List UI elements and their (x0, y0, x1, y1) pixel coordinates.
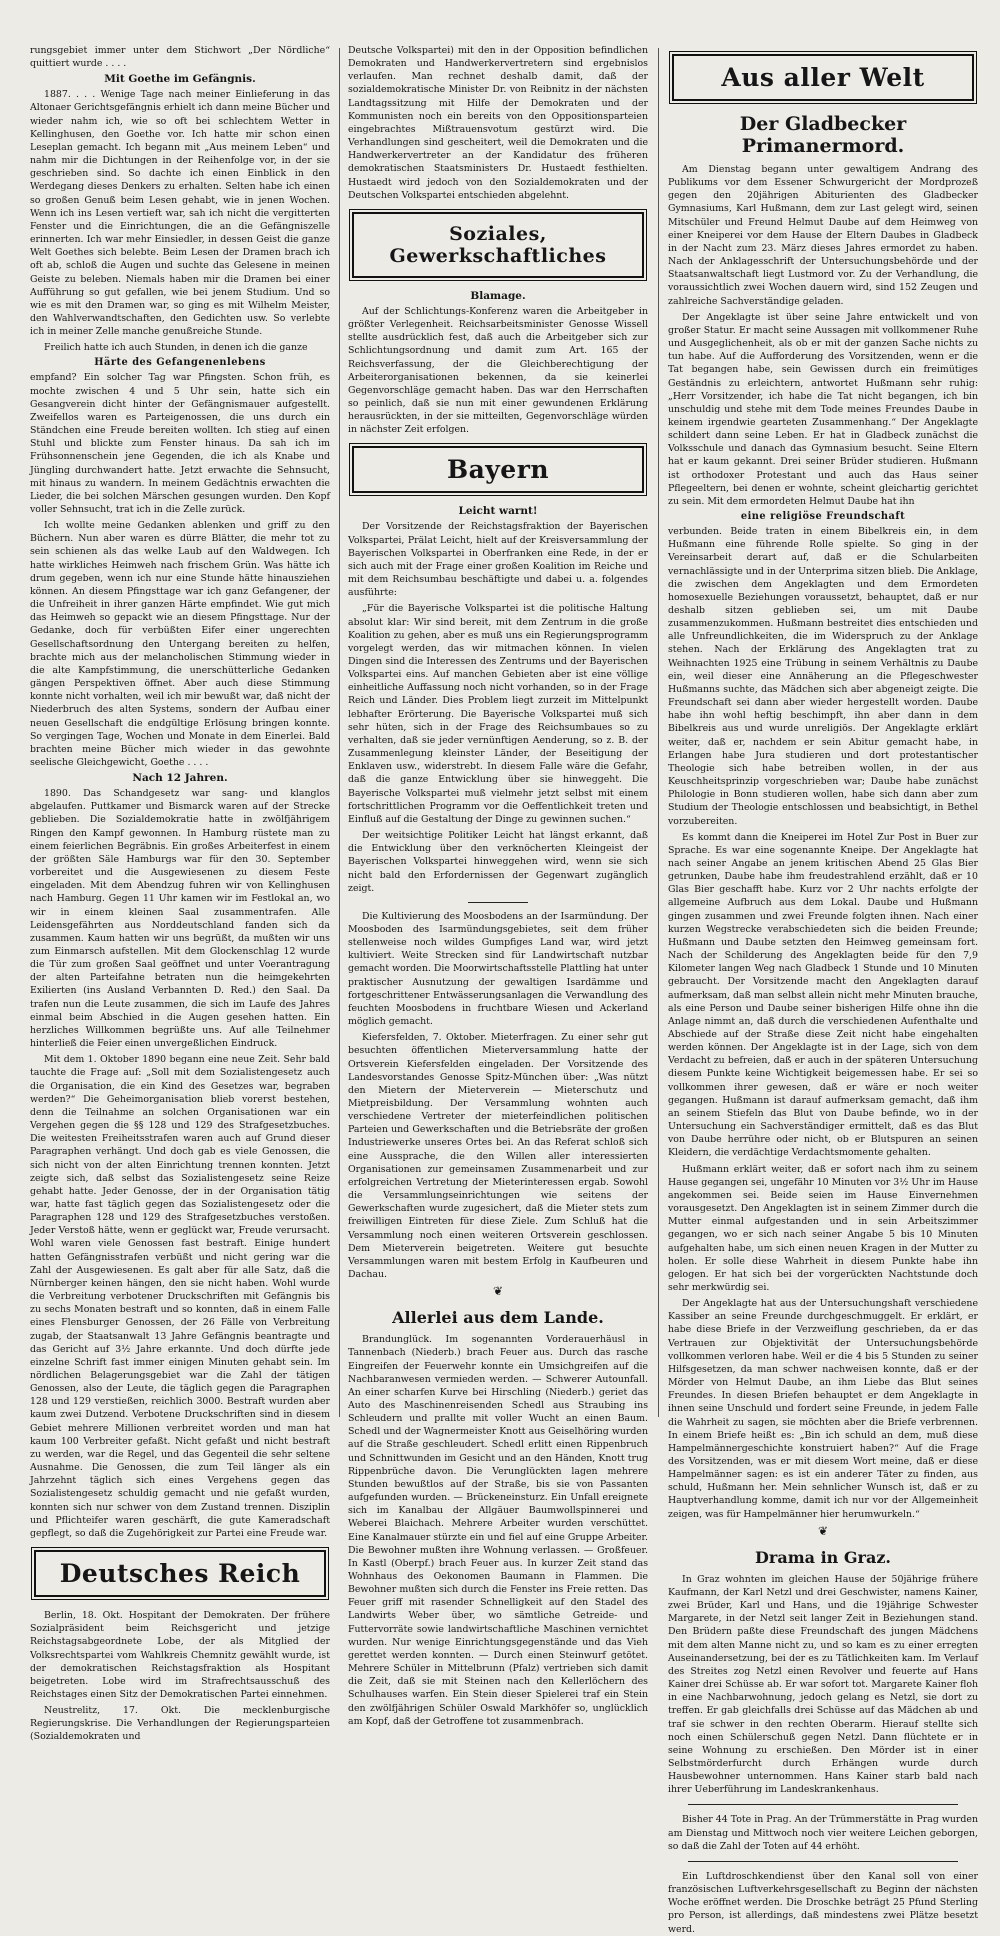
paragraph: Der Vorsitzende der Reichstagsfraktion der Bayerischen Volkspartei, Prälat Leicht, hielt auf der Kreisversammlung der Bayerischen Volkspartei in Oberfranken eine Rede, in der er sich auch mit der Frage einer großen Koalition im Reiche und mit dem Reichsumbau beschäftigte und dabei u. a. folgendes ausführte: (348, 521, 648, 599)
section-heading: Mit Goethe im Gefängnis. (104, 73, 256, 86)
section-box-heading: Deutsches Reich (34, 1550, 326, 1597)
paragraph: Brandunglück. Im sogenannten Vorderauerhäusl in Tannenbach (Niederb.) brach Feuer aus. Durch das rasche Eingreifen der Feuerwehr konnte ein Umsichgreifen auf die Nachbaranwesen vermieden werden. — Schwerer Autounfall. An einer scharfen Kurve bei Hirschling (Niederb.) geriet das Auto des Maschinenreisenden Schedl aus Straubing ins Schleudern und prallte mit voller Wucht an einen Baum. Schedl und der Wagnermeister Knott aus Geiselhöring wurden auf die Straße geschleudert. Schedl erlitt einen Rippenbruch und Schnittwunden im Gesicht und an den Händen, Knott trug Rippenbrüche davon. Die Verunglückten lagen mehrere Stunden bewußtlos auf der Straße, bis sie von Passanten aufgefunden wurden. — Brückeneinsturz. Ein Unfall ereignete sich im Kanalbau der Allgäuer Baumwollspinnerei und Weberei Blaichach. Mehrere Arbeiter wurden verschüttet. Eine Kanalmauer stürzte ein und fiel auf eine Gruppe Arbeiter. Die Bewohner mußten ihre Wohnung verlassen. — Großfeuer. In Kastl (Oberpf.) brach Feuer aus. In kurzer Zeit stand das Wohnhaus des Oekonomen Baumann in Flammen. Die Bewohner mußten sich durch die Fenster ins Freie retten. Das Feuer griff mit rasender Schnelligkeit auf den Stadel des Landwirts Weber über, wo sämtliche Getreide- und Futtervorräte sowie landwirtschaftliche Maschinen vernichtet wurden. Nur wenige Einrichtungsgegenstände und das Vieh gerettet werden konnten. — Durch einen Steinwurf getötet. Mehrere Schüler in Mittelbrunn (Pfalz) vertrieben sich damit die Zeit, daß sie mit Steinen nach den Kellerlöchern des Schulhauses warfen. Ein Stein dieser Spielerei traf ein Stein den zwölfjährigen Schüler Oswald Markhöfer so, unglücklich am Kopf, daß der Getroffene tot zusammenbrach. (348, 1334, 648, 1727)
column-rule (339, 48, 340, 1417)
section-box-heading: Soziales, Gewerkschaftliches (352, 212, 644, 278)
paragraph: 1890. Das Schandgesetz war sang- und klanglos abgelaufen. Puttkamer und Bismarck waren auf der Strecke geblieben. Die Sozialdemokratie hatte in zwölfjährigem Ringen den Kampf gewonnen. In Hamburg rüstete man zu einem feierlichen Begräbnis. Ein großes Arbeiterfest in einem der größten Säle Hamburgs war für den 30. September vorbereitet und die Ausgewiesenen zu diesem Feste eingeladen. Mit dem Abendzug fuhren wir von Kellinghusen nach Hamburg. Gegen 11 Uhr kamen wir im Festlokal an, wo wir in einem kleinen Saal zusammentrafen. Alle Leidensgefährten aus Norddeutschland fanden sich da zusammen. Kaum hatten wir uns begrüßt, da mußten wir uns zum Einmarsch aufstellen. Mit dem Glockenschlag 12 wurde die Tür zum großen Saal geöffnet und unter Voerantragung der alten Parteifahne betraten nun die heimgekehrten Exilierten (ins Ausland Verbannten D. Red.) den Saal. Da trafen nun die Leute zusammen, die sich im Laufe des Jahres einmal beim Abschied in die Augen gesehen hatten. Ein herzliches Willkommen begrüßte uns. Auf alle Teilnehmer hinterließ die Feier einen unvergeßlichen Eindruck. (30, 788, 330, 1050)
paragraph: Kiefersfelden, 7. Oktober. Mieterfragen. Zu einer sehr gut besuchten öffentlichen Mieterversammlung hatte der Ortsverein Kiefersfelden eingeladen. Der Vorsitzende des Landesvorstandes Genosse Spitz-München über: „Was nützt den Mietern der Mieterverein — Mieterschutz und Mietpreisbildung. Der Versammlung wohnten auch verschiedene Vertreter der mieterfeindlichen politischen Parteien und Gewerkschaften und die Betriebsräte der großen Industriewerke unseres Ortes bei. An das Referat schloß sich eine Aussprache, die den Willen aller interessierten Organisationen zur gemeinsamen Zusammenarbeit und zur erfolgreichen Vertretung der Mieterinteressen ergab. Sowohl die Versammlungseinrichtungen wie seitens der Gewerkschaften wurde zugesichert, daß die Mieter stets zum freiwilligen Eintreten für diese Ziele. Zum Schluß hat die Versammlung noch einen weiteren Ortsverein geschlossen. Dem Mieterverein beigetreten. Weitere gut besuchte Versammlungen waren mit bestem Erfolg in Kaufbeuren und Dachau. (348, 1032, 648, 1281)
section-box-heading: Aus aller Welt (672, 54, 974, 101)
paragraph: Ein Luftdroschkendienst über den Kanal soll von einer französischen Luftverkehrsgesellschaft zu Beginn der nächsten Woche eröffnet werden. Die Droschke beträgt 25 Pfund Sterling pro Person, ist allerdings, daß mindestens zwei Plätze besetzt werd. (668, 1870, 978, 1935)
section-heading: Der Gladbecker Primanermord. (739, 113, 907, 157)
paragraph: Berlin, 18. Okt. Hospitant der Demokraten. Der frühere Sozialpräsident beim Reichsgericht und jetzige Reichstagsabgeordnete Lobe, der als Mitglied der Volksrechtspartei vom Wahlkreis Chemnitz gewählt wurde, ist der demokratischen Reichstagsfraktion als Hospitant beigetreten. Lobe wird im Strafrechtsausschuß des Reichstages einen Sitz der Demokratischen Partei einnehmen. (30, 1610, 330, 1700)
paragraph: 1887. . . . Wenige Tage nach meiner Einlieferung in das Altonaer Gerichtsgefängnis erhielt ich dann meine Bücher und wieder nahm ich, wie so oft bei schlechtem Wetter in Kellinghusen, den Goethe vor. Ich hatte mir schon einen Leseplan gemacht. Ich begann mit „Aus meinem Leben“ und nahm mir die Dichtungen in der Reihenfolge vor, in der sie geschrieben sind. So dachte ich einen Einblick in den Werdegang dieses Denkers zu erhalten. Selten habe ich einen so großen Genuß beim Lesen gehabt, wie in jenen Wochen. Wenn ich ins Lesen vertieft war, sah ich nicht die vergitterten Fenster und die Einrichtungen, die an die Gefängniszelle erinnerten. Ich war mehr Einsiedler, in dessen Geist die ganze Welt Goethes sich belebte. Beim Lesen der Dramen brach ich oft ab, schloß die Augen und suchte das Gelesene in meinen Geiste zu beleben. Niemals haben mir die Dramen bei einer Aufführung so gut gefallen, wie bei jenem Studium. Und so wie es mit den Dramen war, so ging es mit Wilhelm Meister, den Wahlverwandtschaften, den Gedichten usw. So verlebte ich in meiner Zelle manche genußreiche Stunde. (30, 89, 330, 338)
ornament-icon: ❦ (817, 1523, 829, 1538)
section-heading: Drama in Graz. (755, 1547, 891, 1567)
paragraph: Hußmann erklärt weiter, daß er sofort nach ihm zu seinem Hause gegangen sei, ungefähr 10 Minuten vor 3½ Uhr im Hause angekommen sei. Beide seien im Hause Einvernehmen vorausgesetzt. Den Angeklagten ist in seinem Zimmer durch die Mutter einmal aufgestanden und in sein Arbeitszimmer gegangen, wo er sich nach seiner Angabe 5 bis 10 Minuten aufgehalten habe, um sich einen neuen Kragen in der Mutter zu holen. Er solle diese Wahrheit in diesem Punkte habe ihn gelogen. Er hat sich bei der vorgerückten Nachtstunde doch sehr merkwürdig sei. (668, 1163, 978, 1293)
paragraph: Der weitsichtige Politiker Leicht hat längst erkannt, daß die Entwicklung über den verknöcherten Kleingeist der Bayerischen Volkspartei hinweggehen wird, wenn sie sich nicht bald den Erfordernissen der Gegenwart zugänglich zeigt. (348, 830, 648, 894)
paragraph: empfand? Ein solcher Tag war Pfingsten. Schon früh, es mochte zwischen 4 und 5 Uhr sein, hatte sich ein Gesangverein dicht hinter der Gefängnismauer aufgestellt. Zweifellos waren es Parteigenossen, die uns durch ein Ständchen eine Freude bereiten wollten. Ich stieg auf einen Stuhl und blickte zum Fenster hinaus. Da sah ich im Frühsonnenschein jene Gegenden, die ich als Knabe und Jüngling durchwandert hatte. Jetzt erwachte die Sehnsucht, mit hinaus zu wandern. In meinem Gedächtnis erwachten die Lieder, die bei solchen Märschen gesungen wurden. Den Kopf voller Sehnsucht, trat ich in die Zelle zurück. (30, 372, 330, 515)
paragraph: Mit dem 1. Oktober 1890 begann eine neue Zeit. Sehr bald tauchte die Frage auf: „Soll mit dem Sozialistengesetz auch die Organisation, die ein Kind des Gesetzes war, begraben werden?“ Die Geheimorganisation blieb vorerst bestehen, denn die Teilnahme an solchen Organisationen war ein Vergehen gegen die §§ 128 und 129 des Strafgesetzbuches. Die weitesten Freiheitsstrafen waren auch auf Grund dieser Paragraphen verhängt. Und doch gab es viele Genossen, die sich nicht von der alten Einrichtung trennen konnten. Jetzt zeigte sich, daß selbst das Sozialistengesetz seine Reize gehabt hatte. Jeder Genosse, der in der Organisation tätig war, hatte fast täglich gegen das Sozialistengesetz oder die Paragraphen 128 und 129 des Strafgesetzbuches verstoßen. Jeder Verstoß hätte, wenn er geglückt war, Freude verursacht. Wohl waren viele Genossen fast bestraft. Einige hundert hatten Gefängnisstrafen verbüßt und nicht gering war die Zahl der Ausgewiesenen. Es galt aber für alle Satz, daß die Nürnberger keinen hängen, den sie nicht haben. Wohl wurde die Verbreitung verbotener Druckschriften mit Gefängnis bis zu sechs Monaten bestraft und so konnten, daß in einem Falle eines Flensburger Genossen, der 26 Fälle von Verbreitung zugab, der Staatsanwalt 13 Jahre Gefängnis beantragte und das Gericht auf 3½ Jahre erkannte. Und doch dürfte jede einzelne Schrift fast immer einigen Minuten gehabt sein. Im nördlichen Belagerungsgebiet war die Zahl der tätigen Genossen, also der Leute, die täglich gegen die Paragraphen 128 und 129 verstießen, reichlich 3000. Bestraft wurden aber kaum zwei Dutzend. Verbotene Druckschriften sind in diesem Gebiet mehrere Millionen verbreitet worden und man hat kaum 100 Verbreiter gefaßt. Nicht gefaßt und nicht bestraft zu werden, war die Regel, und das Gegenteil die sehr seltene Ausnahme. Die Genossen, die zum Teil länger als ein Jahrzehnt täglich sich eines Vergehens gegen das Sozialistengesetz schuldig gemacht und nie gefaßt wurden, konnten sich nur schwer von dem Zustand trennen. Disziplin und Pflichteifer waren geschärft, die gute Kameradschaft gepflegt, so daß die Zugehörigkeit zur Partei eine Freude war. (30, 1054, 330, 1539)
paragraph: „Für die Bayerische Volkspartei ist die politische Haltung absolut klar: Wir sind bereit, mit dem Zentrum in die große Koalition zu gehen, aber es muß uns ein Regierungsprogramm vorgelegt werden, das wir mitmachen können. In vielen Dingen sind die Interessen des Zentrums und der Bayerischen Volkspartei eins. Auf manchen Gebieten aber ist eine völlige einheitliche Auffassung noch nicht vorhanden, so in der Frage Reich und Länder. Dies Problem liegt zurzeit im Mittelpunkt lebhafter Erörterung. Die Bayerische Volkspartei muß sich sehr hüten, sich in der Frage des Reichsumbaues so zu verhalten, daß sie jeder vernünftigen Aenderung, so z. B. der Zusammenlegung kleinster Länder, der Beseitigung der Enklaven usw., widerstrebt. In diesem Falle wäre die Gefahr, daß die ganze Entwicklung über sie hinweggeht. Die Bayerische Volkspartei muß vielmehr jetzt selbst mit einem fortschrittlichen Programm vor die Oeffentlichkeit treten und Einfluß auf die Gestaltung der Dinge zu gewinnen suchen.“ (348, 603, 648, 825)
paragraph: Neustrelitz, 17. Okt. Die mecklenburgische Regierungskrise. Die Verhandlungen der Regierungsparteien (Sozialdemokraten und (30, 1705, 330, 1743)
paragraph: rungsgebiet immer unter dem Stichwort „Der Nördliche“ quittiert wurde . . . . (30, 45, 330, 70)
section-heading: Allerlei aus dem Lande. (392, 1308, 604, 1328)
subheading: eine religiöse Freundschaft (740, 511, 906, 523)
paragraph: Die Kultivierung des Moosbodens an der Isarmündung. Der Moosboden des Isarmündungsgebietes, seit dem früher stellenweise noch wildes Gumpfiges Land war, wird jetzt kultiviert. Weite Strecken sind für Landwirtschaft nutzbar gemacht worden. Die Moorwirtschaftsstelle Plattling hat unter praktischer Ausnutzung der gewaltigen Isardämme und fortgeschrittener Entwässerungsanlagen die Verwandlung des feuchten Moosbodens in fruchtbare Wiesen und Ackerland möglich gemacht. (348, 910, 648, 1028)
separator-rule (688, 1861, 958, 1862)
column-right (668, 44, 978, 1935)
column-rule (658, 48, 659, 1417)
section-box-heading: Bayern (352, 446, 644, 493)
section-heading: Leicht warnt! (458, 505, 538, 518)
separator-rule (688, 1804, 958, 1805)
paragraph: Bisher 44 Tote in Prag. An der Trümmerstätte in Prag wurden am Dienstag und Mittwoch noch vier weitere Leichen geborgen, so daß die Zahl der Toten auf 44 erhöht. (668, 1814, 978, 1852)
subheading: Härte des Gefangenenlebens (94, 357, 266, 369)
paragraph: Ich wollte meine Gedanken ablenken und griff zu den Büchern. Nun aber waren es dürre Blätter, die mehr tot zu sein schienen als das welke Laub auf den Waldwegen. Ich hatte wirkliches Heimweh nach frischem Grün. Was hätte ich drum gegeben, wenn ich nur eine Stunde hätte hinausziehen können. An diesem Pfingsttage war ich ganz Gefangener, der die Unfreiheit in ihrer ganzen Härte empfindet. Wie gut mich das Heimweh so gepackt wie an diesem Pfingsttage. Nur der Gedanke, doch für verbüßten Eifer einer ungerechten Gesellschaftsordnung den Untergang bereiten zu helfen, brachte mich aus der melancholischen Stimmung wieder in die alte Kampfstimmung, die unerschütterliche Gedanken gängen Perspektiven öffnet. Aber auch diese Stimmung konnte nicht vorhalten, weil ich mir bewußt war, daß nicht der Niederbruch des alten Systems, sondern der Aufbau einer neuen Gesellschaft die endgültige Erlösung bringen konnte. So vergingen Tage, Wochen und Monate in dem Einerlei. Bald brachten meine Bücher mich wieder in das gewohnte seelische Gleichgewicht, Goethe . . . . (30, 520, 330, 768)
column-left (30, 44, 330, 1743)
paragraph: Es kommt dann die Kneiperei im Hotel Zur Post in Buer zur Sprache. Es war eine sogenannte Kneipe. Der Angeklagte hat nach seiner Angabe an jenem kritischen Abend 25 Glas Bier getrunken, Daube habe ihm freudestrahlend erzählt, daß er 10 Glas Bier geschafft habe. Kurz vor 2 Uhr nachts erfolgte der allgemeine Aufbruch aus dem Lokal. Daube und Hußmann gingen zusammen und zwei Freunde folgten ihnen. Nach einer kurzen Wegstrecke verabschiedeten sich die beiden Freunde; Hußmann und Daube setzten den Heimweg gemeinsam fort. Nach der Schilderung des Angeklagten beide für den 7,9 Kilometer langen Weg nach Gladbeck 1 Stunde und 10 Minuten gebraucht. Der Vorsitzende macht den Angeklagten darauf aufmerksam, daß man selbst allein nicht mehr Minuten brauche, als eine Person und Daube seiner bisherigen Hilfe ohne ihn die Anlage nimmt an, daß durch die verschiedenen Aufenthalte und Abschiede auf der Straße diese Zeit nicht habe eingehalten werden können. Der Angeklagte ist in der Lage, sich von dem Verdacht zu befreien, daß er auch in der späteren Untersuchung diesem Punkte keine Wichtigkeit beigemessen habe. Er sei so vollkommen ihrer gewesen, daß er wäre er noch weiter gegangen. Hußmann ist darauf aufmerksam gemacht, daß ihm an seinem Stiefeln das Blut von Daube befinde, wo in der Untersuchung ein Sachverständiger ermittelt, daß es das Blut von Daube herrühre oder nicht, ob er Blutspuren an seinen Kleidern, die verdächtige Verdachtsmomente gehalten. (668, 831, 978, 1159)
section-heading: Blamage. (470, 289, 526, 302)
paragraph: Auf der Schlichtungs-Konferenz waren die Arbeitgeber in größter Verlegenheit. Reichsarbeitsminister Genosse Wissell stellte ausdrücklich fest, daß auch die Arbeitgeber sich zur Schlichtungsordnung und damit zum Art. 165 der Reichsverfassung, der die Gleichberechtigung der Arbeiterorganisationen bekennen, da sie keinerlei Gegenvorschläge gemacht haben. Das war den Herrschaften so peinlich, daß sie nun mit einer gewundenen Erklärung herausrückten, in der sie mitteilten, Gegenvorschläge würden in nächster Zeit erfolgen. (348, 305, 648, 436)
paragraph: In Graz wohnten im gleichen Hause der 50jährige frühere Kaufmann, der Karl Netzl und drei Geschwister, namens Kainer, zwei Brüder, Karl und Hans, und die 19jährige Schwester Margarete, in der Netzl seit langer Zeit in Beziehungen stand. Den Brüdern paßte diese Freundschaft des jungen Mädchens mit dem alten Manne nicht zu, und so kam es zu einer erregten Auseinandersetzung, bei der es zu Tätlichkeiten kam. Im Verlauf des Streites zog Netzl einen Revolver und feuerte auf Hans Kainer drei Schüsse ab. Er war sofort tot. Margarete Kainer floh in eine Nachbarwohnung, jedoch gelang es Netzl, sie dort zu treffen. Er gab gleichfalls drei Schüsse auf das Mädchen ab und traf sie schwer in den rechten Oberarm. Hierauf stellte sich noch einen Schülerschuß gegen Netzl. Dann flüchtete er in seine Wohnung zu erschießen. Den Mörder ist in einer Selbstmörderfurcht durch Erhängen wurde durch Hausbewohner unternommen. Hans Kainer starb bald nach ihrer Ueberführung im Landeskrankenhaus. (668, 1573, 978, 1796)
ornament-icon: ❦ (492, 1284, 504, 1299)
column-middle (348, 44, 648, 1727)
paragraph: verbunden. Beide traten in einem Bibelkreis ein, in dem Hußmann eine führende Rolle spielte. So ging in der Vereinsarbeit derart auf, daß er die Schularbeiten vernachlässigte und in der Unterprima sitzen blieb. Die Anklage, die zwischen dem Angeklagten und dem Ermordeten homosexuelle Beziehungen voraussetzt, behauptet, daß er nur deshalb sitzen geblieben sei, um mit Daube zusammenzukommen. Hußmann bestreitet dies entschieden und alle Unfreundlichkeiten, die im Widerspruch zu der Anklage stehen. Nach der Erklärung des Angeklagten trat zu Weihnachten 1925 eine Trübung in seinem Verhältnis zu Daube ein, weil dieser eine Annäherung an die Pflegeschwester Hußmanns suchte, das Mädchen sich aber abgeneigt zeigte. Die Freundschaft sei dann aber wieder hergestellt worden. Daube habe ihn wohl heftig beschimpft, ihn aber dann in dem Bibelkreis aus und wurde unreligiös. Der Angeklagte erklärt weiter, daß er, nachdem er sein Abitur gemacht habe, in Erlangen habe Jura studieren und dort protestantischer Theologie sich habe betreiben wollen, in der aus Keuschheitsprinzip vorgeschrieben war; Daube habe zunächst Philologie in Bonn studieren wollen, habe sich dann aber zum Studium der Theologie entschlossen und beabsichtigt, in Bethel vorzubereiten. (668, 526, 978, 827)
paragraph: Der Angeklagte hat aus der Untersuchungshaft verschiedene Kassiber an seine Freunde durchgeschmuggelt. Er erklärt, er habe diese Briefe in der Verzweiflung geschrieben, da er das Vertrauen zur Objektivität der Untersuchungsbehörde vollkommen verloren habe. Weil er die 4 bis 5 Stunden zu seiner Hilfsgesetzen, da man schwer nachweisen konnte, daß er der Mörder von Helmut Daube, an ihm Liebe das Blut seines Freundes. In diesen Briefen behauptet er dem Angeklagte in ihnen seine Unschuld und fordert seine Freunde, in jedem Falle die Wahrheit zu sagen, sie möchten aber die Briefe verbrennen. In einem Briefe heißt es: „Bin ich schuld an dem, muß diese Hampelmännergeschichte konstruiert haben?“ Auf die Frage des Vorsitzenden, was er mit diesem Wort meine, daß er diese Hampelmänner sagen: es ist ein anderer Täter zu finden, aus schuld, Hußmann her. Mein sehnlicher Wunsch ist, daß er zu Hauptverhandlung komme, damit ich nur vor der Allgemeinheit zeigen, was für Hampelmänner hier herumwurkeln.“ (668, 1298, 978, 1520)
paragraph: Am Dienstag begann unter gewaltigem Andrang des Publikums vor dem Essener Schwurgericht der Mordprozeß gegen den 20jährigen Abiturienten des Gladbecker Gymnasiums, Karl Hußmann, dem zur Last gelegt wird, seinen Mitschüler und Freund Helmut Daube auf dem Heimweg von einer Kneiperei vor dem Hause der Eltern Daubes in Gladbeck in der Nacht zum 23. März dieses Jahres ermordet zu haben. Nach der Anklagesschrift der Untersuchungsbehörde und der Staatsanwaltschaft liegt Lustmord vor. Zu der Verhandlung, die voraussichtlich zwei Wochen dauern wird, sind 152 Zeugen und zahlreiche Sachverständige geladen. (668, 164, 978, 307)
section-heading: Nach 12 Jahren. (132, 772, 228, 785)
paragraph: Freilich hatte ich auch Stunden, in denen ich die ganze (44, 342, 308, 354)
paragraph: Deutsche Volkspartei) mit den in der Opposition befindlichen Demokraten und Handwerkervertretern sind ergebnislos verlaufen. Man rechnet deshalb damit, daß der sozialdemokratische Minister Dr. von Reibnitz in der nächsten Landtagssitzung mit Hilfe der Demokraten und der Kommunisten noch ein bereits von den Oppositionsparteien eingebrachtes Mißtrauensvotum gestürzt wird. Die Verhandlungen sind gescheitert, weil die Demokraten und die Handwerkervertreter an der Kandidatur des früheren demokratischen Staatsministers Dr. Hustaedt festhielten. Hustaedt wird jedoch von den Sozialdemokraten und der Deutschen Volkspartei entschieden abgelehnt. (348, 45, 648, 201)
paragraph: Der Angeklagte ist über seine Jahre entwickelt und von großer Statur. Er macht seine Aussagen mit vollkommener Ruhe und Ausgeglichenheit, als ob er mit der ganzen Sache nichts zu tun habe. Auf die Aufforderung des Vorsitzenden, wenn er die Tat begangen habe, sein Gewissen durch ein freimütiges Geständnis zu erleichtern, antwortet Hußmann sehr ruhig: „Herr Vorsitzender, ich habe die Tat nicht begangen, ich bin unschuldig und stehe mit dem Tode meines Freundes Daube in keinem irgendwie gearteten Zusammenhang.“ Der Angeklagte schildert dann seine Leben. Er hat in Gladbeck zunächst die Volksschule und danach das Gymnasium besucht. Seine Eltern hat er kaum gekannt. Drei seiner Brüder studieren. Hußmann ist orthodoxer Protestant und auch das Haus seiner Pflegeeltern, bei denen er wohnte, scheint gleichartig gerichtet zu sein. Mit dem ermordeten Helmut Daube hat ihn (668, 311, 978, 507)
separator-rule (468, 902, 528, 903)
